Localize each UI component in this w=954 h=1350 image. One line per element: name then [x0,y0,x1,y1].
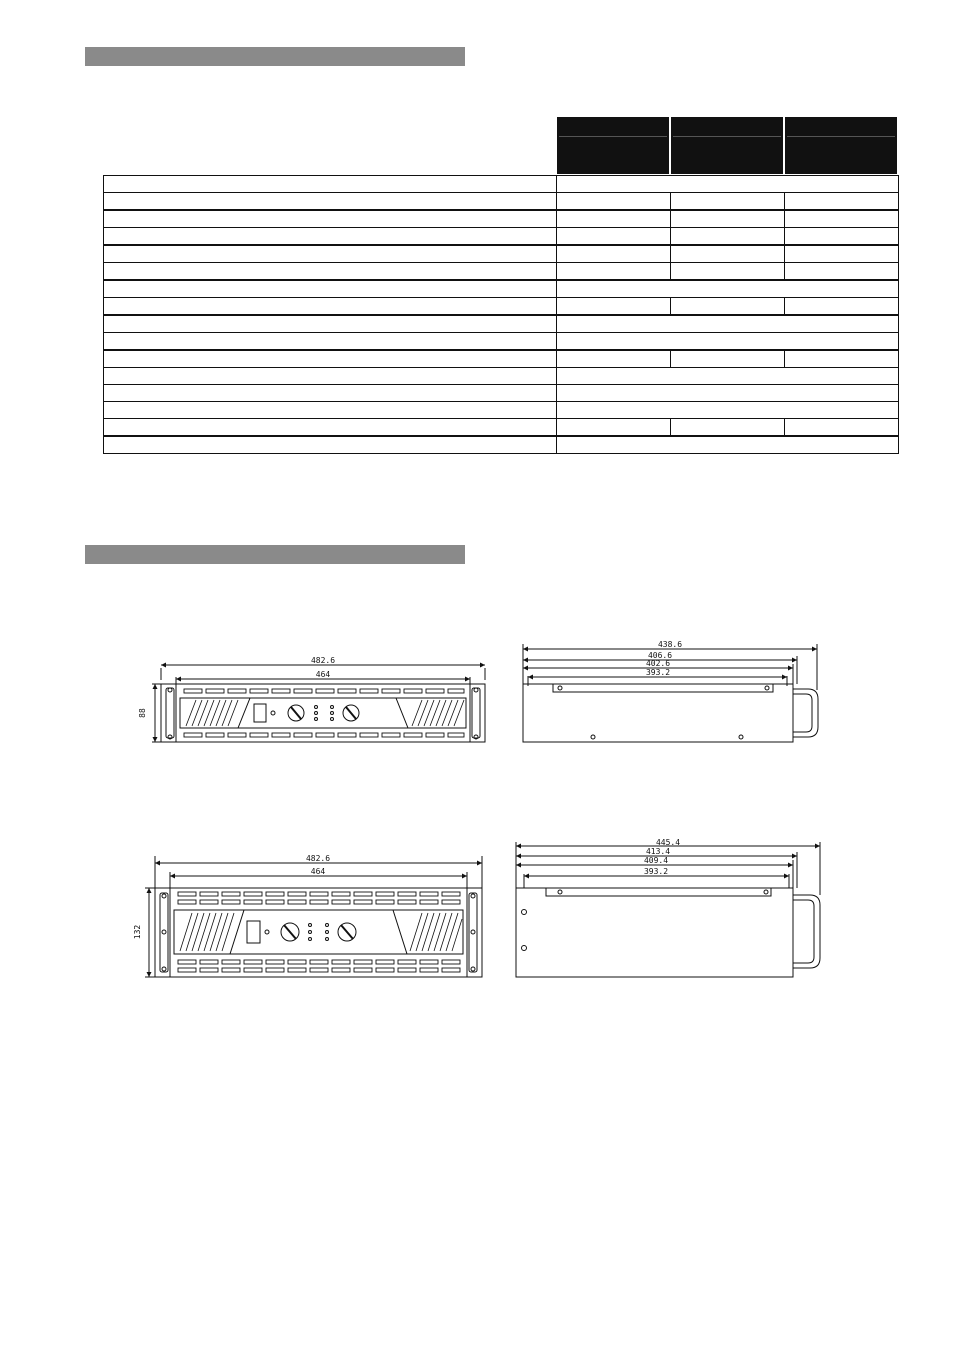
front-2u-panel-width-label: 464 [315,670,331,679]
front-3u-overall-width-label: 482.6 [305,854,331,863]
side-2u-depth-4-label: 393.2 [645,668,671,677]
front-2u-height-label: 88 [138,708,147,718]
side-3u-depth-1-label: 445.4 [655,838,681,847]
side-2u-depth-3-label: 402.6 [645,659,671,668]
front-3u-panel-width-label: 464 [310,867,326,876]
side-3u-depth-3-label: 409.4 [643,856,669,865]
front-3u-height-label: 132 [133,924,142,940]
front-2u-overall-width-label: 482.6 [310,656,336,665]
side-2u-depth-2-label: 406.6 [647,651,673,660]
side-2u-depth-1-label: 438.6 [657,640,683,649]
side-3u-depth-2-label: 413.4 [645,847,671,856]
side-3u-depth-4-label: 393.2 [643,867,669,876]
